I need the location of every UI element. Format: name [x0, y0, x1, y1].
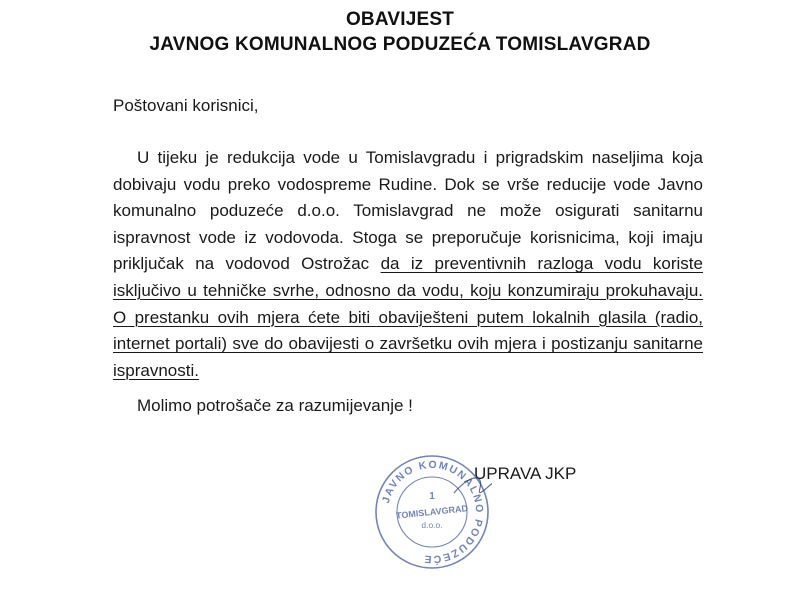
main-paragraph: [113, 145, 703, 384]
salutation: Poštovani korisnici,: [113, 96, 259, 115]
company-stamp: [372, 452, 492, 572]
stamp-center-name: TOMISLAVGRAD: [395, 503, 469, 521]
stamp-center-number: 1: [429, 491, 435, 502]
notice-title: OBAVIJEST: [345, 9, 455, 30]
paragraph-text: U tijeku je redukcija vode u Tomislavgradu i prigradskim naseljima koja dobivaju vodu preko vodospreme Rudine. Dok se vrše reducije vode Javno komunalno poduzeće d.o.o. Tomislavgrad ne može osigurati sanitarnu ispravnost vode iz vodovoda. Stoga se preporučuje korisnicima, koji imaju priključak na vodovod Ostrožac: [113, 148, 703, 274]
signature-label: UPRAVA JKP: [474, 464, 577, 483]
stamp-ring-textpath: JAVNO KOMUNALNO PODUZEĆE: [379, 458, 486, 566]
notice-subtitle: JAVNOG KOMUNALNOG PODUZEĆA TOMISLAVGRAD: [149, 34, 651, 55]
stamp-center-suffix: d.o.o.: [421, 520, 443, 530]
closing-line: Molimo potrošače za razumijevanje !: [137, 396, 413, 415]
paragraph-underlined-text: da iz preventivnih razloga vodu koriste isključivo u tehničke svrhe, odnosno da vodu, koju konzumiraju prokuhavaju. O prestanku ovih mjera ćete biti obaviješteni putem lokalnih glasila (radio, internet portali) sve do obavijesti o završetku ovih mjera i postizanju sanitarne ispravnosti.: [113, 254, 703, 380]
